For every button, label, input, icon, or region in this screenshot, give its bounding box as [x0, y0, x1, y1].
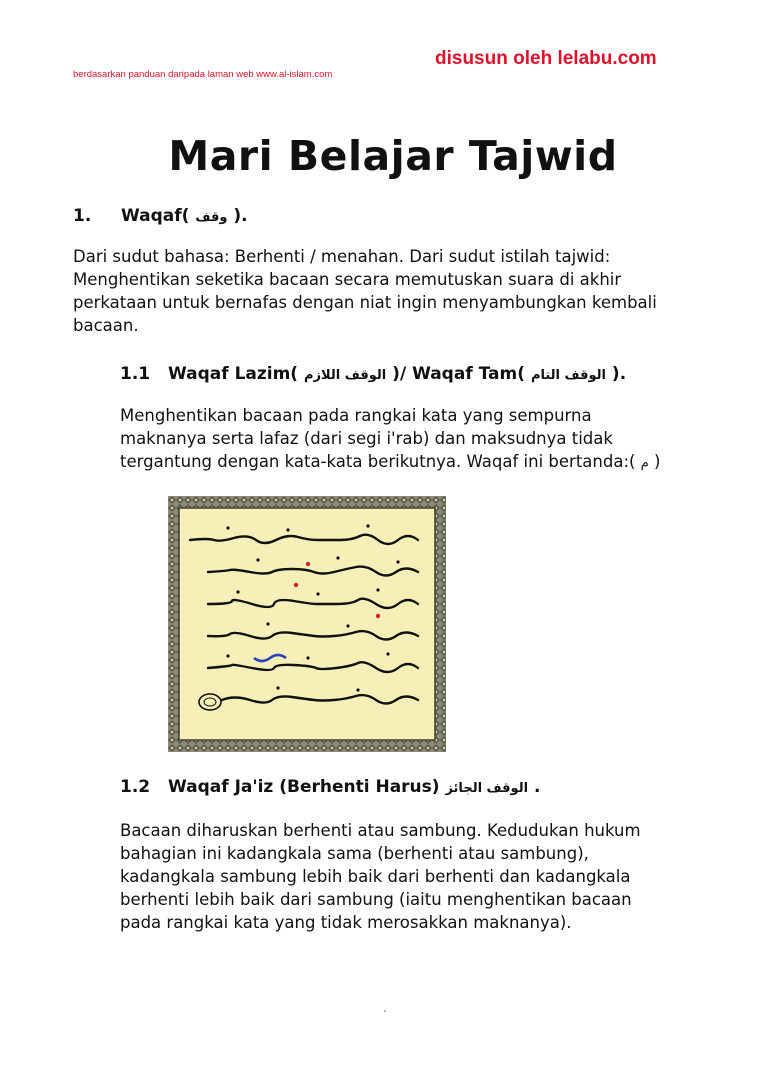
- section-1-1-number: 1.1: [120, 364, 151, 384]
- section-1-heading-latin: Waqaf(: [121, 206, 190, 226]
- section-1-1-heading: [120, 364, 626, 384]
- section-1-1-part1: Waqaf Lazim(: [168, 364, 299, 384]
- section-1-1-arabic1: الوقف اللازم: [304, 368, 387, 383]
- section-1-2-heading-end: .: [533, 777, 541, 797]
- section-1-2-body: [120, 819, 710, 934]
- section-1-1-body: [120, 404, 710, 475]
- waqaf-mark: م: [640, 456, 649, 471]
- page-title: Mari Belajar Tajwid: [168, 132, 618, 180]
- guide-source: berdasarkan panduan daripada laman web www.al-islam.com: [73, 69, 333, 80]
- section-1-line: Menghentikan seketika bacaan secara memutuskan suara di akhir: [73, 270, 622, 289]
- section-1-body: [73, 245, 703, 337]
- section-1-1-line: Menghentikan bacaan pada rangkai kata yang sempurna: [120, 406, 592, 425]
- section-1-1-line-last: [120, 450, 710, 475]
- section-1-1-last-text: tergantung dengan kata-kata berikutnya. Waqaf ini bertanda:(: [120, 452, 636, 471]
- section-1-2-number: 1.2: [120, 777, 151, 797]
- section-1-2-heading: [120, 777, 540, 797]
- section-1-2-heading-arabic: الوقف الجائز: [445, 781, 529, 796]
- section-1-1-arabic2: الوقف التام: [530, 368, 606, 383]
- section-1-1-line: maknanya serta lafaz (dari segi i'rab) dan maksudnya tidak: [120, 429, 613, 448]
- section-1-1-part2: )/ Waqaf Tam(: [392, 364, 526, 384]
- section-1-2-line: bahagian ini kadangkala sama (berhenti atau sambung),: [120, 844, 589, 863]
- section-1-2-line: kadangkala sambung lebih baik dari berhenti dan kadangkala: [120, 867, 631, 886]
- section-1-line: Dari sudut bahasa: Berhenti / menahan. Dari sudut istilah tajwid:: [73, 247, 611, 266]
- section-1-line: bacaan.: [73, 316, 139, 335]
- section-1-2-line: pada rangkai kata yang tidak merosakkan maknanya).: [120, 913, 572, 932]
- quran-verse-image: [168, 496, 446, 752]
- section-1-heading: [73, 206, 248, 226]
- section-1-1-last-close: ): [654, 452, 661, 471]
- page-speck: [384, 1010, 386, 1012]
- section-1-2-line: berhenti lebih baik dari sambung (iaitu menghentikan bacaan: [120, 890, 632, 909]
- section-1-line: perkataan untuk bernafas dengan niat ingin menyambungkan kembali: [73, 293, 657, 312]
- section-1-heading-end: ).: [233, 206, 248, 226]
- section-1-1-part3: ).: [611, 364, 627, 384]
- verse-paper: [179, 508, 435, 740]
- section-1-2-heading-latin: Waqaf Ja'iz (Berhenti Harus): [168, 777, 440, 797]
- quran-verse-illustration: [168, 496, 446, 752]
- section-1-heading-arabic: وقف: [195, 210, 228, 225]
- site-credit: disusun oleh lelabu.com: [435, 48, 657, 69]
- section-1-2-line: Bacaan diharuskan berhenti atau sambung. Kedudukan hukum: [120, 821, 641, 840]
- section-1-number: 1.: [73, 206, 92, 226]
